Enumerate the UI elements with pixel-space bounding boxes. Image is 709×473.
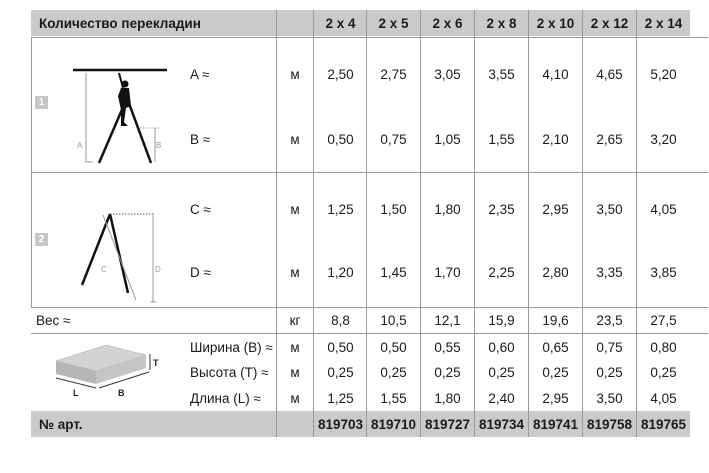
table-cell: 0,50 xyxy=(327,339,354,355)
grid-line-vertical xyxy=(313,10,314,437)
header-column: 2 x 4 xyxy=(314,10,367,36)
table-cell: 0,60 xyxy=(488,339,515,355)
table-cell: 2,95 xyxy=(542,201,569,217)
table-cell: 0,25 xyxy=(380,364,407,380)
table-cell: 0,25 xyxy=(434,364,461,380)
article-number: 819758 xyxy=(583,411,636,437)
table-cell: 2,35 xyxy=(488,201,515,217)
diagram-label-b-box: B xyxy=(118,388,125,398)
grid-line-horizontal xyxy=(31,37,708,38)
table-cell: 2,95 xyxy=(542,390,569,406)
table-cell: 2,80 xyxy=(542,264,569,280)
stepladder-diagram xyxy=(70,204,170,304)
table-cell: 1,25 xyxy=(327,390,354,406)
diagram-label-a: A xyxy=(77,141,83,150)
package-box-diagram xyxy=(46,340,171,402)
ladder-height-diagram xyxy=(55,60,180,170)
grid-line-vertical xyxy=(528,10,529,437)
table-cell: 1,55 xyxy=(380,390,407,406)
row-unit: м xyxy=(290,390,300,406)
header-column: 2 x 10 xyxy=(529,10,582,36)
row-label: Высота (T) ≈ xyxy=(190,364,269,380)
header-column: 2 x 14 xyxy=(637,10,690,36)
section-badge-1: 1 xyxy=(35,96,48,109)
table-cell: 0,25 xyxy=(488,364,515,380)
table-cell: 0,65 xyxy=(542,339,569,355)
article-number: 819703 xyxy=(314,411,367,437)
diagram-label-l: L xyxy=(73,388,79,398)
grid-line-horizontal xyxy=(31,172,708,173)
article-number: 819710 xyxy=(367,411,420,437)
table-cell: 1,80 xyxy=(434,201,461,217)
table-cell: 3,50 xyxy=(596,201,623,217)
diagram-label-d: D xyxy=(155,265,161,274)
table-cell: 10,5 xyxy=(380,312,407,328)
grid-line-vertical xyxy=(636,10,637,437)
grid-line-vertical xyxy=(276,10,277,437)
grid-line-vertical xyxy=(420,10,421,437)
table-cell: 15,9 xyxy=(488,312,515,328)
table-cell: 2,65 xyxy=(596,131,623,147)
table-cell: 27,5 xyxy=(650,312,677,328)
table-cell: 4,65 xyxy=(596,66,623,82)
table-cell: 2,75 xyxy=(380,66,407,82)
footer-label: № арт. xyxy=(31,411,276,437)
table-cell: 5,20 xyxy=(650,66,677,82)
table-cell: 0,25 xyxy=(650,364,677,380)
row-label: B ≈ xyxy=(190,131,211,147)
table-cell: 4,05 xyxy=(650,390,677,406)
header-column: 2 x 5 xyxy=(367,10,420,36)
header-column: 2 x 6 xyxy=(421,10,474,36)
table-cell: 3,50 xyxy=(596,390,623,406)
table-cell: 2,40 xyxy=(488,390,515,406)
row-unit: м xyxy=(290,364,300,380)
table-cell: 3,20 xyxy=(650,131,677,147)
table-cell: 0,50 xyxy=(327,131,354,147)
table-cell: 3,55 xyxy=(488,66,515,82)
table-cell: 2,50 xyxy=(327,66,354,82)
table-cell: 8,8 xyxy=(331,312,350,328)
article-number: 819727 xyxy=(421,411,474,437)
header-column: 2 x 8 xyxy=(475,10,528,36)
table-cell: 1,55 xyxy=(488,131,515,147)
table-cell: 0,50 xyxy=(380,339,407,355)
row-unit: м xyxy=(290,264,300,280)
diagram-label-c: C xyxy=(101,265,107,274)
row-unit: м xyxy=(290,66,300,82)
article-number: 819741 xyxy=(529,411,582,437)
table-cell: 1,05 xyxy=(434,131,461,147)
table-cell: 0,25 xyxy=(327,364,354,380)
row-unit: кг xyxy=(289,312,301,328)
table-cell: 0,75 xyxy=(596,339,623,355)
grid-line-horizontal xyxy=(31,333,708,334)
row-unit: м xyxy=(290,131,300,147)
table-cell: 1,45 xyxy=(380,264,407,280)
row-label: Вес ≈ xyxy=(36,312,71,328)
table-cell: 4,05 xyxy=(650,201,677,217)
section-badge-2: 2 xyxy=(35,233,48,246)
diagram-label-t: T xyxy=(153,358,159,368)
table-cell: 0,25 xyxy=(596,364,623,380)
table-cell: 0,55 xyxy=(434,339,461,355)
row-label: D ≈ xyxy=(190,264,211,280)
table-cell: 3,35 xyxy=(596,264,623,280)
table-cell: 1,70 xyxy=(434,264,461,280)
table-cell: 0,25 xyxy=(542,364,569,380)
table-cell: 2,25 xyxy=(488,264,515,280)
table-cell: 1,80 xyxy=(434,390,461,406)
table-cell: 2,10 xyxy=(542,131,569,147)
header-column: 2 x 12 xyxy=(583,10,636,36)
diagram-label-b: B xyxy=(156,141,162,150)
table-cell: 0,75 xyxy=(380,131,407,147)
grid-line-horizontal xyxy=(31,307,708,308)
table-cell: 1,50 xyxy=(380,201,407,217)
row-label: Ширина (B) ≈ xyxy=(190,339,273,355)
grid-line-vertical xyxy=(474,10,475,437)
row-unit: м xyxy=(290,201,300,217)
table-cell: 3,05 xyxy=(434,66,461,82)
row-label: A ≈ xyxy=(190,66,210,82)
table-cell: 12,1 xyxy=(434,312,461,328)
row-label: Длина (L) ≈ xyxy=(190,390,261,406)
table-cell: 1,25 xyxy=(327,201,354,217)
header-unit-cell xyxy=(277,10,313,36)
table-cell: 1,20 xyxy=(327,264,354,280)
header-title: Количество перекладин xyxy=(31,10,276,36)
table-cell: 4,10 xyxy=(542,66,569,82)
table-cell: 23,5 xyxy=(596,312,623,328)
table-cell: 0,80 xyxy=(650,339,677,355)
table-cell: 19,6 xyxy=(542,312,569,328)
row-unit: м xyxy=(290,339,300,355)
row-label: C ≈ xyxy=(190,201,211,217)
table-cell: 3,85 xyxy=(650,264,677,280)
footer-unit-cell xyxy=(277,411,313,437)
grid-line-vertical xyxy=(582,10,583,437)
article-number: 819734 xyxy=(475,411,528,437)
article-number: 819765 xyxy=(637,411,690,437)
grid-line-vertical xyxy=(366,10,367,437)
